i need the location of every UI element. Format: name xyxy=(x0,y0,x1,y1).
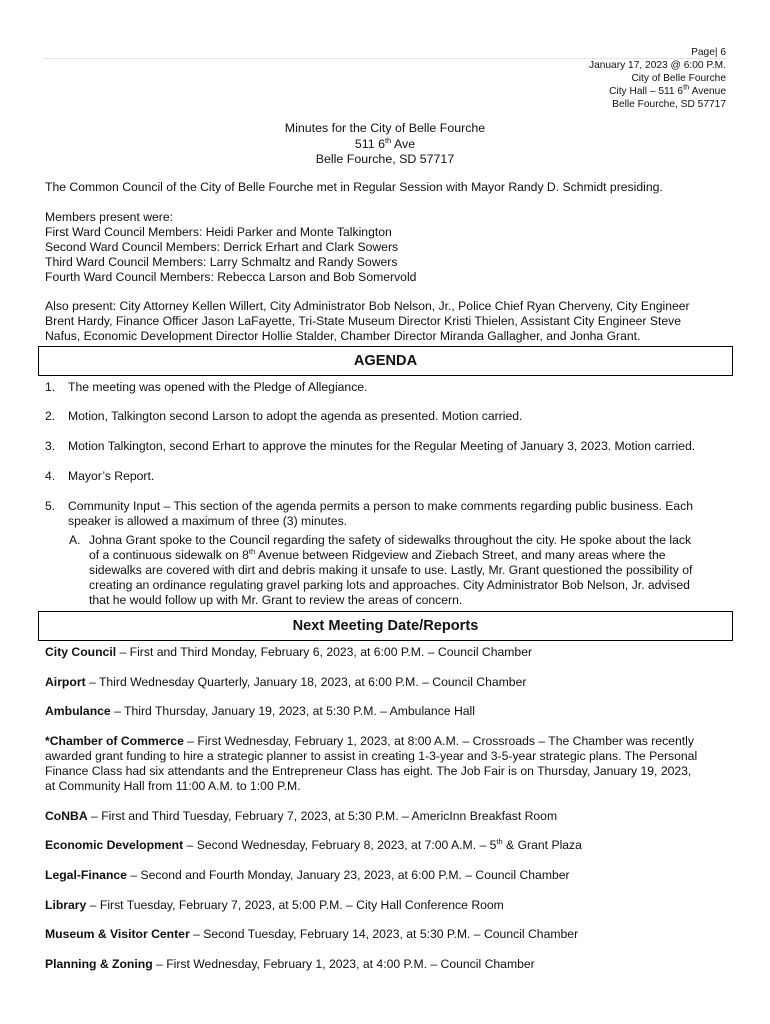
meeting-entry-planning-zoning xyxy=(45,957,725,972)
also-present-line: Also present: City Attorney Kellen Willert, City Administrator Bob Nelson, Jr., Police Chief Ryan Cherveny, City Engineer xyxy=(45,299,690,313)
meeting-entry-library xyxy=(45,898,725,913)
agenda-item-number: 5. xyxy=(45,499,56,513)
agenda-item-text: Community Input – This section of the agenda permits a person to make comments regarding public business. Each speaker is allowed a maximum of three (3) minutes. xyxy=(68,499,694,528)
members-line: Third Ward Council Members: Larry Schmaltz and Randy Sowers xyxy=(45,255,398,269)
agenda-item xyxy=(45,380,725,395)
meeting-name: Airport xyxy=(45,675,86,689)
page-header xyxy=(589,46,726,111)
meeting-entry-economic-development xyxy=(45,838,725,853)
meeting-details: – Third Wednesday Quarterly, January 18, 2023, at 6:00 P.M. – Council Chamber xyxy=(85,675,527,689)
also-present xyxy=(45,299,725,344)
meeting-entry-airport xyxy=(45,675,725,690)
title-line-1: Minutes for the City of Belle Fourche xyxy=(284,121,486,135)
meeting-entry-museum xyxy=(45,927,725,942)
meeting-entry-ambulance xyxy=(45,704,725,719)
members-line: Fourth Ward Council Members: Rebecca Larson and Bob Somervold xyxy=(45,270,417,284)
meeting-name: CoNBA xyxy=(45,809,88,823)
members-line: Second Ward Council Members: Derrick Erhart and Clark Sowers xyxy=(45,240,399,254)
agenda-item xyxy=(45,469,725,484)
page-number: Page| 6 xyxy=(691,47,726,58)
meeting-details: Finance Class had six attendants and the Entrepreneur Class has eight. The Job Fair is on Thursday, January 19, 2023, xyxy=(45,764,692,778)
meeting-name: Ambulance xyxy=(45,704,111,718)
meeting-details: at Community Hall from 11:00 A.M. to 1:00 P.M. xyxy=(45,779,301,793)
also-present-line: Brent Hardy, Finance Officer Jason LaFayette, Tri-State Museum Director Kristi Thielen, Assistant City Engineer Steve xyxy=(45,314,682,328)
meeting-name: Planning & Zoning xyxy=(45,957,153,971)
agenda-heading: AGENDA xyxy=(38,346,733,376)
header-city-hall: City Hall – 511 6th Avenue xyxy=(609,82,726,97)
agenda-item xyxy=(45,499,725,529)
agenda-item-text: The meeting was opened with the Pledge of Allegiance. xyxy=(68,380,368,394)
intro-paragraph: The Common Council of the City of Belle Fourche met in Regular Session with Mayor Randy D. Schmidt presiding. xyxy=(45,180,663,194)
meeting-name: Museum & Visitor Center xyxy=(45,927,190,941)
sub-item-letter: A. xyxy=(69,533,81,547)
title-line-2: 511 6th Ave xyxy=(354,135,416,151)
meeting-details: – First Tuesday, February 7, 2023, at 5:00 P.M. – City Hall Conference Room xyxy=(86,898,504,912)
meeting-details: – Third Thursday, January 19, 2023, at 5:30 P.M. – Ambulance Hall xyxy=(110,704,475,718)
agenda-sub-item xyxy=(69,533,719,608)
members-present xyxy=(45,210,725,285)
meeting-entry-city-council xyxy=(45,645,725,660)
agenda-item xyxy=(45,439,725,454)
meeting-name: *Chamber of Commerce xyxy=(45,734,184,748)
meeting-entry-chamber xyxy=(45,734,725,794)
meeting-name: Legal-Finance xyxy=(45,868,127,882)
also-present-line: Nafus, Economic Development Director Hollie Stalder, Chamber Director Miranda Gallagher, and Jonha Grant. xyxy=(45,329,641,343)
agenda-item-number: 4. xyxy=(45,469,56,483)
agenda-item-number: 2. xyxy=(45,409,56,423)
agenda-item xyxy=(45,409,725,424)
meeting-name: Library xyxy=(45,898,87,912)
title-line-3: Belle Fourche, SD 57717 xyxy=(315,152,455,166)
agenda-item-number: 3. xyxy=(45,439,56,453)
document-title xyxy=(0,121,770,168)
meeting-details: – First and Third Monday, February 6, 2023, at 6:00 P.M. – Council Chamber xyxy=(116,645,533,659)
meeting-details: – Second and Fourth Monday, January 23, 2023, at 6:00 P.M. – Council Chamber xyxy=(126,868,570,882)
next-meeting-heading: Next Meeting Date/Reports xyxy=(38,611,733,641)
meeting-details: awarded grant funding to hire a strategic planner to assist in creating 1-3-year and 3-5-year strategic plans. The Personal xyxy=(45,749,698,763)
header-location: Belle Fourche, SD 57717 xyxy=(612,99,726,110)
meeting-entry-conba xyxy=(45,809,725,824)
meeting-details: – First Wednesday, February 1, 2023, at 8:00 A.M. – Crossroads – The Chamber was recently xyxy=(183,734,694,748)
meeting-details: – Second Tuesday, February 14, 2023, at 5:30 P.M. – Council Chamber xyxy=(189,927,579,941)
meeting-entry-legal-finance xyxy=(45,868,725,883)
members-heading: Members present were: xyxy=(45,210,174,224)
agenda-item-text: Motion Talkington, second Erhart to approve the minutes for the Regular Meeting of January 3, 2023. Motion carried. xyxy=(68,439,696,453)
meeting-name: City Council xyxy=(45,645,117,659)
meeting-details: – First Wednesday, February 1, 2023, at 4:00 P.M. – Council Chamber xyxy=(152,957,535,971)
header-city: City of Belle Fourche xyxy=(631,73,726,84)
meeting-details: – First and Third Tuesday, February 7, 2023, at 5:30 P.M. – AmericInn Breakfast Room xyxy=(87,809,558,823)
meeting-name: Economic Development xyxy=(45,838,184,852)
agenda-item-text: Mayor’s Report. xyxy=(68,469,155,483)
agenda-item-number: 1. xyxy=(45,380,56,394)
meeting-details: – Second Wednesday, February 8, 2023, at 7:00 A.M. – 5th & Grant Plaza xyxy=(183,836,582,852)
agenda-item-text: Motion, Talkington second Larson to adopt the agenda as presented. Motion carried. xyxy=(68,409,523,423)
members-line: First Ward Council Members: Heidi Parker and Monte Talkington xyxy=(45,225,392,239)
meeting-datetime: January 17, 2023 @ 6:00 P.M. xyxy=(588,60,726,71)
sub-item-text: Johna Grant spoke to the Council regarding the safety of sidewalks throughout the city. He spoke about the lack of a continuous sidewalk on 8th Avenue between Ridgeview and Ziebach Street, and many areas where the sidewalks are covered with dirt and debris making it unsafe to use. Lastly, Mr. Grant questioned the possibility of creating an ordinance regulating gravel parking lots and approaches. City Administrator Bob Nelson, Jr. advised that he would follow up with Mr. Grant to review the areas of concern. xyxy=(89,533,693,607)
